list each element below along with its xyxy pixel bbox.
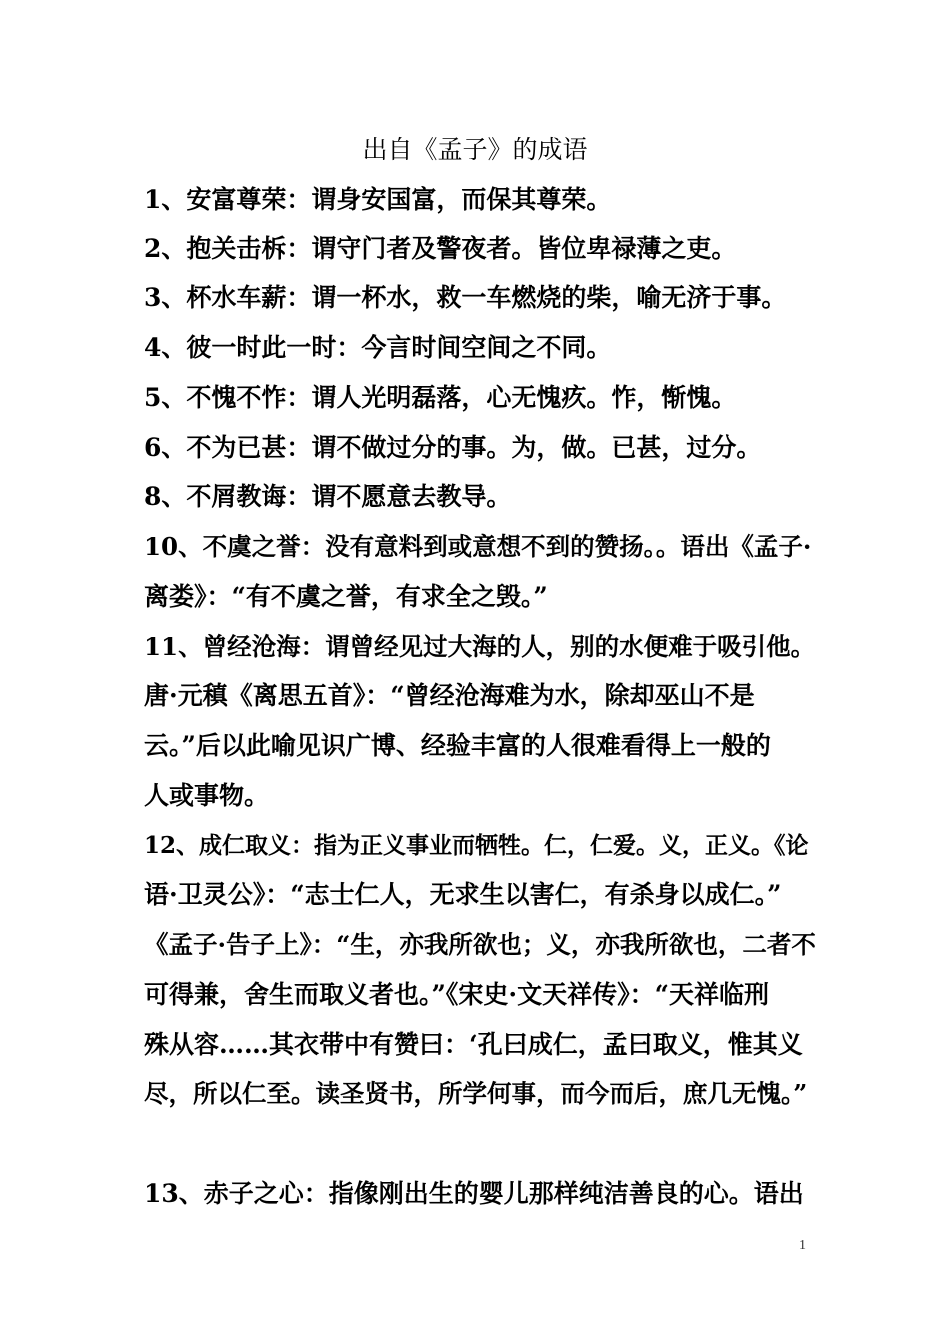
text-line: 3、杯水车薪：谓一杯水，救一车燃烧的柴，喻无济于事。 <box>144 283 787 312</box>
text-line: 人或事物。 <box>144 781 270 810</box>
text-line: 8、不屑教诲：谓不愿意去教导。 <box>144 482 512 511</box>
text-line: 云。”后以此喻见识广博、经验丰富的人很难看得上一般的 <box>144 731 771 760</box>
text-line: 6、不为已甚：谓不做过分的事。为，做。已甚，过分。 <box>144 433 762 462</box>
text-line: 4、彼一时此一时：今言时间空间之不同。 <box>144 333 612 362</box>
text-line: 离娄》：“有不虞之誉，有求全之毁。” <box>144 582 548 611</box>
text-line: 尽，所以仁至。读圣贤书，所学何事，而今而后，庶几无愧。” <box>144 1079 808 1108</box>
text-line: 13、赤子之心：指像刚出生的婴儿那样纯洁善良的心。语出 <box>144 1179 804 1208</box>
text-line: 殊从容……其衣带中有赞曰：‘孔曰成仁，孟曰取义，惟其义 <box>144 1030 803 1059</box>
text-line: 10、不虞之誉：没有意料到或意想不到的赞扬。。语出《孟子· <box>144 532 812 561</box>
text-line: 唐·元稹《离思五首》：“曾经沧海难为水，除却巫山不是 <box>144 681 755 710</box>
document-title: 出自《孟子》的成语 <box>362 135 588 164</box>
text-line: 2、抱关击柝：谓守门者及警夜者。皆位卑禄薄之吏。 <box>144 234 737 263</box>
text-line: 1、安富尊荣：谓身安国富，而保其尊荣。 <box>144 185 612 214</box>
page-number: 1 <box>799 1238 806 1253</box>
text-line: 《孟子·告子上》：“生，亦我所欲也；义，亦我所欲也，二者不 <box>144 930 816 959</box>
text-line: 可得兼，舍生而取义者也。”《宋史·文天祥传》：“天祥临刑 <box>144 980 769 1009</box>
text-line: 12、成仁取义：指为正义事业而牺牲。仁，仁爱。义，正义。《论 <box>144 832 809 859</box>
text-line: 5、不愧不怍：谓人光明磊落，心无愧疚。怍，惭愧。 <box>144 383 737 412</box>
text-line: 语·卫灵公》：“志士仁人，无求生以害仁，有杀身以成仁。” <box>144 880 782 909</box>
text-line: 11、曾经沧海：谓曾经见过大海的人，别的水便难于吸引他。 <box>144 632 816 661</box>
